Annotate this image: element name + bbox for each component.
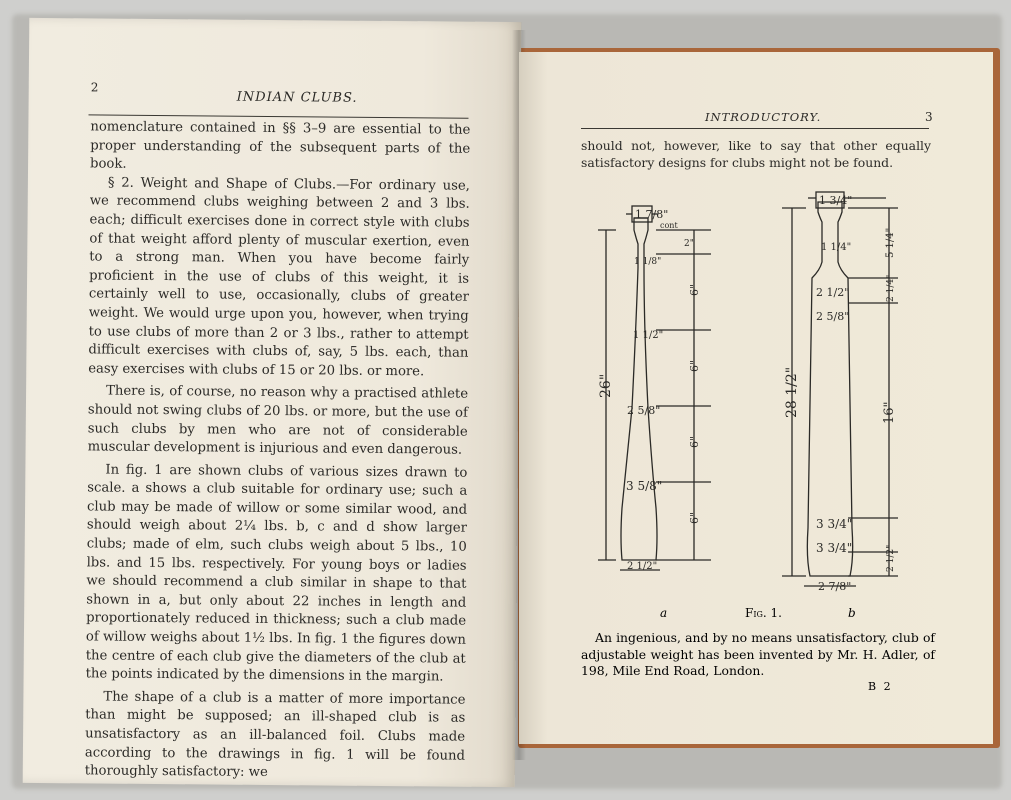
right-page-number: 3 bbox=[925, 110, 933, 124]
figure-label-b: b bbox=[848, 606, 856, 620]
club-a-outline bbox=[621, 218, 657, 560]
left-body-text bbox=[85, 118, 471, 784]
left-paragraph: nomenclature contained in §§ 3–9 are essential to the proper understanding of the subsequent parts of the book. bbox=[90, 119, 471, 172]
club-a-diameter-3: 2 5/8" bbox=[627, 404, 661, 417]
left-running-head: INDIAN CLUBS. bbox=[236, 89, 358, 106]
left-paragraph: The shape of a club is a matter of more importance than might be supposed; an ill-shaped club is as unsatisfactory as an ill-balanced foil. Clubs made according to the drawings in fig. 1 will be found thoroughly satisfactory: we bbox=[84, 689, 466, 781]
left-page bbox=[23, 18, 522, 787]
club-a-segment-4: 6" bbox=[688, 511, 701, 524]
club-b-top-diameter: 1 3/4" bbox=[819, 194, 853, 207]
left-paragraph: § 2. Weight and Shape of Clubs.—For ordinary use, we recommend clubs weighing between 2 and 3 lbs. each; difficult exercises done in correct style with clubs of that weight afford plenty of muscular exertion, even to a strong man. When you have become fairly proficient in the use of clubs of this weight, it is certainly well to use, occasionally, clubs of greater weight. We would urge upon you, however, when trying to use clubs of more than 2 or 3 lbs., rather to attempt difficult exercises with clubs of, say, 5 lbs. each, than easy exercises with clubs of 15 or 20 lbs. or more. bbox=[88, 175, 470, 380]
club-b-base-diameter: 2 7/8" bbox=[818, 580, 852, 593]
club-a-segment-2: 6" bbox=[688, 359, 701, 372]
club-b-diameter-3: 3 3/4" bbox=[816, 517, 853, 531]
right-bottom-text: An ingenious, and by no means unsatisfactory, club of adjustable weight has been invented by Mr. H. Adler, of 198, Mile End Road, London. bbox=[581, 630, 935, 679]
club-b-dim-1: 5 1/4" bbox=[885, 227, 896, 258]
club-a-top-segment: 2" bbox=[684, 239, 694, 249]
club-a-base-diameter: 2 1/2" bbox=[627, 561, 658, 572]
figure-label-a: a bbox=[660, 606, 668, 620]
club-a-diameter-4: 3 5/8" bbox=[626, 479, 663, 493]
club-b-dim-2: 2 1/4" bbox=[886, 274, 896, 302]
left-page-number: 2 bbox=[90, 80, 99, 95]
club-a-diameter-1: 1 1/8" bbox=[634, 257, 662, 267]
right-head-rule bbox=[581, 128, 929, 129]
club-b-diameter-4: 3 3/4" bbox=[816, 541, 853, 555]
club-a-diameter-2: 1 1/2" bbox=[633, 330, 664, 341]
right-top-text: should not, however, like to say that other equally satisfactory designs for clubs might not be found. bbox=[581, 138, 931, 170]
right-running-head: INTRODUCTORY. bbox=[705, 110, 822, 124]
club-a-cont: cont bbox=[660, 221, 678, 230]
figure-caption: Fig. 1. bbox=[745, 606, 782, 620]
club-a-overall-length: 26" bbox=[598, 373, 614, 398]
club-b-overall-length: 28 1/2" bbox=[784, 366, 800, 418]
signature-mark: B 2 bbox=[868, 680, 893, 693]
club-b-handle-diameter: 1 1/4" bbox=[821, 242, 852, 253]
club-b-dim-4: 2 1/2" bbox=[886, 544, 896, 572]
left-paragraph: There is, of course, no reason why a practised athlete should not swing clubs of 20 lbs. or more, but the use of such clubs by men who are not of considerable muscular development is injurious and even dangerous. bbox=[87, 383, 469, 458]
club-b-dim-3: 16" bbox=[882, 401, 897, 424]
club-drawing bbox=[576, 178, 916, 623]
club-a-segment-3: 6" bbox=[688, 435, 701, 448]
club-b-diameter-1: 2 1/2" bbox=[816, 286, 850, 299]
club-a-top-diameter: 1 7/8" bbox=[635, 208, 669, 221]
club-a-segment-1: 6" bbox=[688, 283, 701, 296]
club-b-diameter-2: 2 5/8" bbox=[816, 310, 850, 323]
figure-indian-clubs bbox=[576, 178, 916, 623]
left-paragraph: In fig. 1 are shown clubs of various sizes drawn to scale. a shows a club suitable for ordinary use; such a club may be made of willow or some similar wood, and should weigh about 2¼ lbs. b, c and d show larger clubs; made of elm, such clubs weigh about 5 lbs., 10 lbs. and 15 lbs. respectively. For young boys or ladies we should recommend a club similar in shape to that shown in a, but only about 22 inches in length and proportionately reduced in thickness; such a club made of willow weighs about 1½ lbs. In fig. 1 the figures down the centre of each club give the diameters of the club at the points indicated by the dimensions in the margin. bbox=[85, 462, 468, 685]
